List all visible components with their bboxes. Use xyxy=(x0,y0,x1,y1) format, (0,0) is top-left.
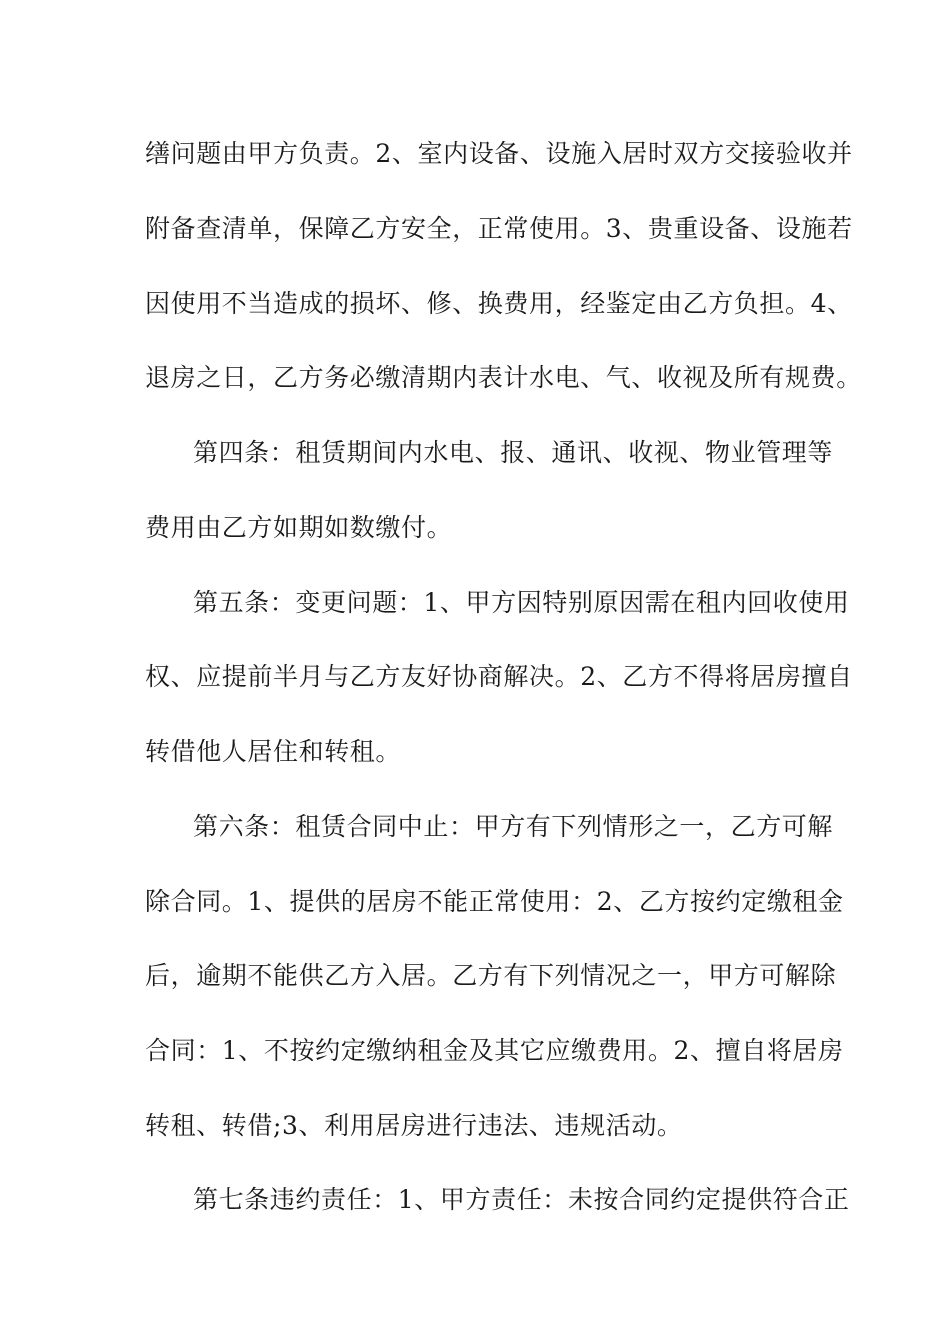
text-line: 缮问题由甲方负责。2、室内设备、设施入居时双方交接验收并 xyxy=(145,139,853,168)
text-line: 费用由乙方如期如数缴付。 xyxy=(145,513,453,542)
text-line: 后，逾期不能供乙方入居。乙方有下列情况之一，甲方可解除 xyxy=(145,961,837,990)
text-line: 合同：1、不按约定缴纳租金及其它应缴费用。2、擅自将居房 xyxy=(145,1036,844,1065)
text-line: 除合同。1、提供的居房不能正常使用：2、乙方按约定缴租金 xyxy=(145,887,844,916)
article-6-first-line: 第六条：租赁合同中止：甲方有下列情形之一，乙方可解 xyxy=(193,812,834,841)
text-line: 转租、转借;3、利用居房进行违法、违规活动。 xyxy=(145,1111,683,1140)
text-line: 因使用不当造成的损坏、修、换费用，经鉴定由乙方负担。4、 xyxy=(145,289,853,318)
article-7-first-line: 第七条违约责任：1、甲方责任：未按合同约定提供符合正 xyxy=(193,1185,850,1214)
text-line: 权、应提前半月与乙方友好协商解决。2、乙方不得将居房擅自 xyxy=(145,662,853,691)
article-4-first-line: 第四条：租赁期间内水电、报、通讯、收视、物业管理等 xyxy=(193,438,834,467)
article-5-first-line: 第五条：变更问题：1、甲方因特别原因需在租内回收使用 xyxy=(193,588,850,617)
text-line: 退房之日，乙方务必缴清期内表计水电、气、收视及所有规费。 xyxy=(145,363,862,392)
text-line: 附备查清单，保障乙方安全，正常使用。3、贵重设备、设施若 xyxy=(145,214,853,243)
text-line: 转借他人居住和转租。 xyxy=(145,737,402,766)
